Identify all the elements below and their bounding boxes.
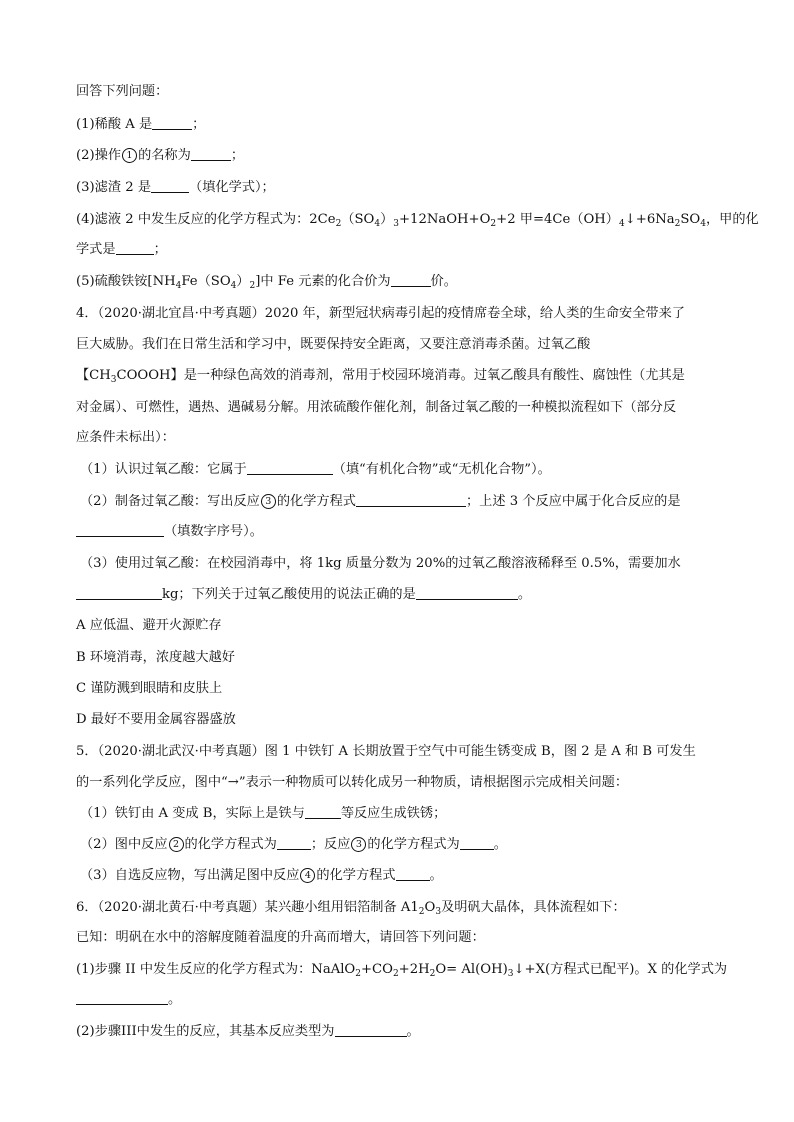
- circled-number: 3: [351, 837, 366, 852]
- q5-line-1: 5．（2020·湖北武汉·中考真题）图 1 中铁钉 A 长期放置于空气中可能生锈变成 B，图 2 是 A 和 B 可发生: [76, 744, 696, 759]
- q4-line-5: 应条件未标出）：: [76, 430, 175, 445]
- q5-3: （3）自选反应物，写出满足图中反应 4 的化学方程式 。: [80, 868, 443, 883]
- q3-1: (1)稀酸 A 是 ；: [76, 117, 206, 132]
- q6-line-1: 6．（2020·湖北黄石·中考真题）某兴趣小组用铝箔制备 $A1_2O_3$及明矾大晶体，具体流程如下：: [76, 900, 626, 917]
- answer-blank[interactable]: [247, 460, 333, 475]
- answer-blank[interactable]: [396, 866, 430, 881]
- answer-blank[interactable]: [151, 178, 189, 193]
- answer-blank[interactable]: [152, 115, 192, 130]
- answer-blank[interactable]: [76, 585, 162, 600]
- answer-blank[interactable]: [116, 240, 154, 255]
- circled-number: 1: [122, 148, 137, 163]
- q6-1: (1)步骤 II 中发生反应的化学方程式为：$NaAlO_2+CO_2+2H_2O=$ $Al(OH)_3↓+X$(方程式已配平)。X 的化学式为: [76, 962, 728, 979]
- q4-line-4: 对金属）、可燃性，遇热、遇碱易分解。用浓硫酸作催化剂，制备过氧乙酸的一种模拟流程如下（部分反: [76, 400, 677, 415]
- q4-line-1: 4．（2020·湖北宜昌·中考真题）2020 年，新型冠状病毒引起的疫情席卷全球，给人类的生命安全带来了: [76, 306, 685, 321]
- q5-line-2: 的一系列化学反应，图中“→”表示一种物质可以转化成另一种物质，请根据图示完成相关问题：: [76, 775, 629, 790]
- circled-number: 3: [261, 494, 276, 509]
- circled-number: 2: [169, 837, 184, 852]
- q6-2: (2)步骤III中发生的反应，其基本反应类型为 。: [76, 1024, 420, 1039]
- answer-blank[interactable]: [356, 492, 466, 507]
- q4-3-cont: kg；下列关于过氧乙酸使用的说法正确的是 。: [76, 585, 728, 605]
- answer-blank[interactable]: [76, 990, 168, 1005]
- option-d: D 最好不要用金属容器盛放: [76, 712, 236, 727]
- answer-blank[interactable]: [305, 804, 341, 819]
- intro-line: 回答下列问题：: [76, 84, 169, 99]
- q4-3: （3）使用过氧乙酸：在校园消毒中，将 1kg 质量分数为 20%的过氧乙酸溶液稀释至 0.5%，需要加水: [80, 556, 681, 571]
- q3-3: (3)滤渣 2 是 （填化学式）；: [76, 180, 275, 195]
- answer-blank[interactable]: [416, 585, 518, 600]
- q4-line-2: 巨大威胁。我们在日常生活和学习中，既要保持安全距离，又要注意消毒杀菌。过氧乙酸: [76, 337, 591, 352]
- q3-4: (4)滤液 2 中发生反应的化学方程式为：$2Ce_2(SO_4)_3+12NaOH+O_2+2$ 甲$=4Ce(OH)_4↓+6Na_2SO_4$，甲的化: [76, 212, 759, 229]
- answer-blank[interactable]: [335, 1022, 407, 1037]
- answer-blank[interactable]: [277, 835, 311, 850]
- q5-1: （1）铁钉由 A 变成 B，实际上是铁与 等反应生成铁锈；: [80, 806, 447, 821]
- q5-2: （2）图中反应 2 的化学方程式为 ；反应 3 的化学方程式为 。: [80, 837, 507, 852]
- q4-line-3: 【$CH_3COOOH$】是一种绿色高效的消毒剂，常用于校园环境消毒。过氧乙酸具有酸性、腐蚀性（尤其是: [76, 368, 685, 385]
- answer-blank[interactable]: [191, 146, 231, 161]
- q3-2: (2)操作 1 的名称为 ；: [76, 148, 244, 163]
- answer-blank[interactable]: [460, 835, 494, 850]
- option-b: B 环境消毒，浓度越大越好: [76, 650, 235, 665]
- answer-blank[interactable]: [391, 272, 431, 287]
- option-c: C 谨防溅到眼睛和皮肤上: [76, 681, 223, 696]
- answer-blank[interactable]: [76, 522, 164, 537]
- q4-2-cont: （填数字序号）。: [76, 522, 728, 542]
- q3-4-cont: 学式是 ；: [76, 242, 167, 257]
- q3-5: (5)硫酸铁铵$[NH_4Fe(SO_4)_2]$中 Fe 元素的化合价为 价。: [76, 274, 457, 291]
- q6-1-cont: 。: [76, 990, 728, 1010]
- q4-2: （2）制备过氧乙酸：写出反应 3 的化学方程式 ；上述 3 个反应中属于化合反应的是: [80, 494, 681, 509]
- option-a: A 应低温、避开火源贮存: [76, 618, 222, 633]
- q4-1: （1）认识过氧乙酸：它属于 （填“有机化合物”或“无机化合物”）。: [80, 462, 551, 477]
- q6-line-2: 已知：明矾在水中的溶解度随着温度的升高而增大，请回答下列问题：: [76, 930, 485, 945]
- circled-number: 4: [300, 868, 315, 883]
